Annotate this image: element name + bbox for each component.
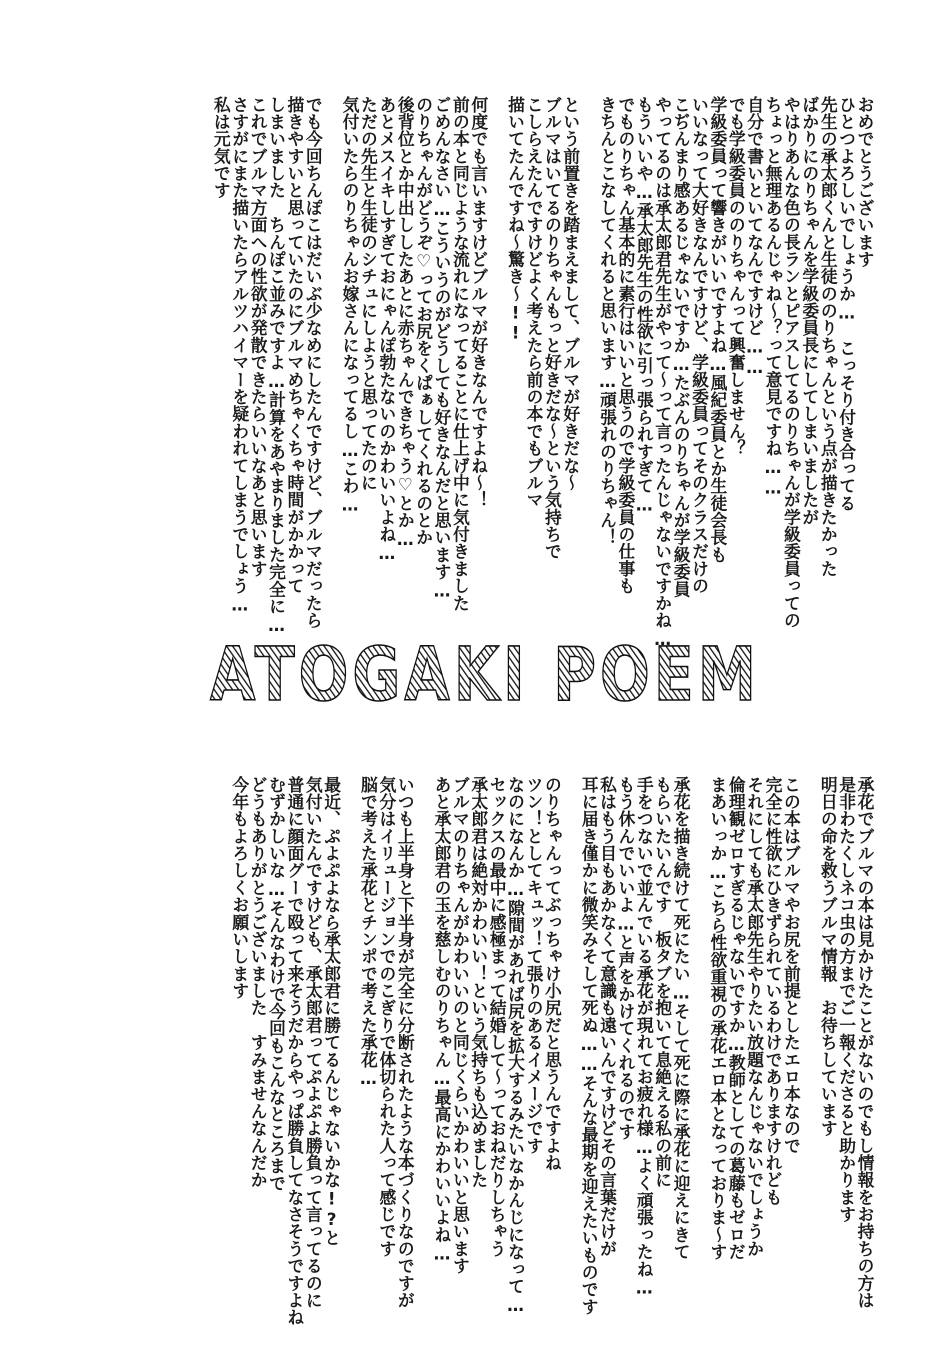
text-line: ばかりにのりちゃんを学級委員長にしてしまいましたが <box>799 96 820 526</box>
text-line: 私はもう目もあかなくて意識も遠いんですけどその言葉だけが <box>597 776 618 1258</box>
text-line: しまいました ちんぽこ並みですよ…計算をあやまりました完全に… <box>266 96 287 636</box>
text-line: 完全に性欲にひきずられているわけでありますけれども <box>763 776 784 1206</box>
text-line: いいなって大好きなんですけど、学級委員ってそのクラスだけの <box>689 96 710 595</box>
text-line: あと承太郎君の玉を慈しむのりちゃん…最高にかわいいよね… <box>432 776 453 1264</box>
text-line: 承花を描き続けて死にたい…そして死に際に承花に迎えにきて <box>671 776 692 1261</box>
text-line: さすがにまた描いたらアルツハイマーを疑われてしまうでしょう… <box>229 96 250 615</box>
text-line: 今年もよろしくお願いします <box>229 776 250 1000</box>
text-line: この本はブルマやお尻を前提としたエロ本なので <box>781 776 802 1155</box>
text-line: 学級委員って響きがいいですよね…風紀委員とか生徒会長も <box>707 96 728 564</box>
text-line: ただの先生と生徒のシチュにしようと思ってたのに <box>358 96 379 492</box>
text-line: 気付いたらのりちゃんお嫁さんになってるし…こわ… <box>340 96 361 515</box>
text-line: 描きやすいと思っていたのにブルマめちゃくちゃ時間がかかって <box>284 96 305 595</box>
text-line: やってるのは承太郎君先生がやって～って言ったんじゃないですかね… <box>652 96 673 650</box>
text-line: 承花でブルマの本は見かけたことがないのでもし情報をお持ちの方は <box>855 776 875 1309</box>
text-line: 気付いたんですけども、承太郎君ってぷよぷよ勝負って言ってるのに <box>303 776 324 1309</box>
text-line: あとメスイキしすぎておにゃんぽ勃たないのかわいいよね… <box>376 96 397 564</box>
text-line: 後背位とか中出ししたあとに赤ちゃんできちゃう♡とか… <box>395 96 416 550</box>
text-line: 自分で書いといてなんですけど…… <box>744 96 765 378</box>
text-line: 先生の承太郎くんと生徒ののりちゃんという点が描きたかった <box>818 96 839 578</box>
text-line: 是非わたくしネコ虫の方までご一報くださると助かります <box>836 776 857 1223</box>
text-line: のりちゃんってぶっちゃけ小尻だと思うんですよね <box>542 776 563 1172</box>
text-line: 私は元気です <box>211 96 232 200</box>
text-line: なのになんか…隙間があれば尻を拡大するみたいなかんじになって… <box>505 776 526 1316</box>
text-line: 手をつないで並んでいる承花が現れてお疲れ様…よく頑張ったね… <box>634 776 655 1299</box>
text-line: まあいっか…こちら性欲重視の承花エロ本となっておりま～す <box>707 776 728 1261</box>
text-line: 最近、ぷよぷよなら承太郎君に勝てるんじゃないかな!?と <box>321 776 342 1247</box>
text-line: 前の本と同じような流れになってることに仕上げ中に気付きました <box>450 96 471 612</box>
text-line: ブルマはいてるのりちゃんもっと好きだな～という気持ちで <box>542 96 563 561</box>
text-line: ごめんなさい…こういうのがどうしても好きなんだと思います… <box>432 96 453 601</box>
text-line: 承太郎君は絶対かわいい！という気持ちも込めました <box>468 776 489 1189</box>
text-line: ひとつよろしいでしょうか… こっそり付き合ってる <box>836 96 857 512</box>
text-line: 描いてたんですね～驚き～!! <box>505 96 526 344</box>
text-line: ブルマのりちゃんがかわいいのと同じくらいかわいいと思います <box>450 776 471 1275</box>
top-text-block <box>211 96 873 649</box>
text-line: のりちゃんがどうぞ♡ってお尻をくぱぁしてくれるのとか <box>413 96 434 547</box>
text-line: もらいたいんです 板タブを抱いて息絶える私の前に <box>652 776 673 1189</box>
text-line: おめでとうございます <box>855 96 875 268</box>
text-line: もういいや…承太郎先生の性欲に引っ張られすぎて… <box>634 96 655 515</box>
text-line: でも学級委員ののりちゃんって興奮しません？ <box>726 96 747 457</box>
text-line: むずかしいな…そんなわけで今回もこんなところまで <box>266 776 287 1192</box>
title-text: ATOGAKI POEM <box>210 632 760 718</box>
atogaki-poem-title <box>205 632 765 718</box>
text-line: 明日の命を救うブルマ情報 お待ちしています <box>818 776 839 1137</box>
text-line: 耳に届き僅かに微笑みそして死ぬ……そんな最期を迎えたいものです <box>579 776 600 1316</box>
text-line: 普通に顔面グーで殴って来そうだからやっぱ勝負してなさそうですよね <box>284 776 305 1327</box>
text-line: 倫理観ゼロすぎるじゃないですか…教師としての葛藤もゼロだ <box>726 776 747 1261</box>
text-line: という前置きを踏まえまして、ブルマが好きだな～ <box>560 96 581 492</box>
text-line: 何度でも言いますけどブルマが好きなんですよね～！ <box>468 96 489 509</box>
text-line: でものりちゃん基本的に素行はいいと思うので学級委員の仕事も <box>615 96 636 595</box>
text-line: やはりあんな色の長ランとピアスしてるのりちゃんが学級委員っての <box>781 96 802 629</box>
text-line: 脳で考えた承花とチンポで考えた承花… <box>358 776 379 1089</box>
text-line: きちんとこなしてくれると思います…頑張れのりちゃん！ <box>597 96 618 547</box>
text-line: こしらえたんですけどよく考えたら前の本でもブルマ <box>523 96 544 509</box>
text-line: ツン！としてキュッ！て張りのあるイメージです <box>523 776 544 1155</box>
text-line: こぢんまり感あるじゃないですか…たぶんのりちゃんが学級委員 <box>671 96 692 598</box>
text-line: セックスの最中に感極まって結婚して～っておねだりしちゃう <box>487 776 508 1258</box>
text-line: いつも上半身と下半身が完全に分断されたような本づくりなのですが <box>395 776 416 1309</box>
text-line: もう休んでいいよ…と声をかけてくれるのです <box>615 776 636 1141</box>
text-line: ちょっと無理あるんじゃね～？って意見ですね…… <box>763 96 784 498</box>
text-line: これでブルマ方面への性欲が発散できたらいいなあと思います <box>248 96 269 578</box>
text-line: 気分はイリュージョンでのこぎりで体切られた人って感じです <box>376 776 397 1258</box>
text-line: それにしても承太郎先生やりたい放題なんじゃないでしょうか <box>744 776 765 1258</box>
text-line: でも今回ちんぽこはだいぶ少なめにしたんですけど、ブルマだったら <box>303 96 324 629</box>
text-line: どうもありがとうございました すみませんなんだか <box>248 776 269 1189</box>
bottom-text-block <box>229 776 873 1326</box>
